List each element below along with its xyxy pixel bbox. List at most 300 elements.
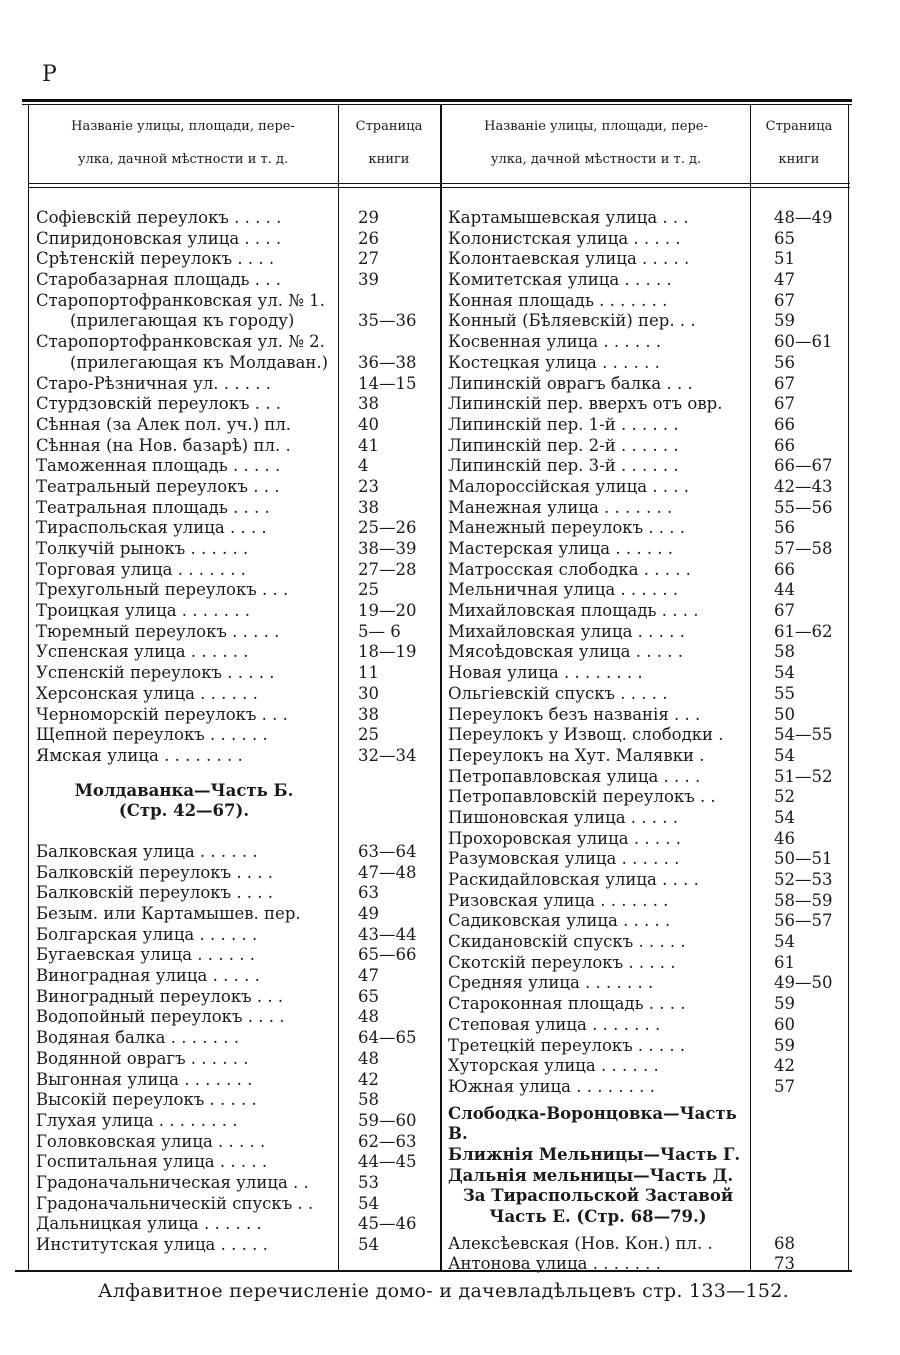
list-item [448, 477, 848, 498]
left-column [36, 208, 426, 1256]
page-number: 54 [774, 745, 795, 765]
header-page-right [750, 110, 848, 176]
page-number: 47 [358, 966, 379, 986]
list-item [448, 332, 848, 353]
list-item [36, 374, 426, 395]
top-rule-thin [22, 104, 852, 105]
street-name: Липинскій оврагъ балка . . . [448, 373, 693, 393]
page-number: 49 [358, 904, 379, 924]
header-page-line: книги [368, 152, 410, 167]
page-number: 29 [358, 208, 379, 227]
street-name: Садиковская улица . . . . . [448, 911, 671, 931]
list-item [448, 580, 848, 601]
list-item [36, 208, 426, 229]
page-number: 66—67 [774, 456, 833, 476]
street-name: Софіевскій переулокъ . . . . . [36, 208, 282, 227]
list-item [448, 560, 848, 581]
street-name: Антонова улица . . . . . . . [448, 1254, 661, 1274]
street-name: Картамышевская улица . . . [448, 208, 689, 227]
section-heading-moldavanka [36, 781, 332, 822]
list-item [36, 842, 426, 863]
list-item [448, 787, 848, 808]
page-number: 73 [774, 1254, 795, 1274]
street-name: Ризовская улица . . . . . . . [448, 890, 669, 910]
page-number: 59 [774, 1035, 795, 1055]
street-name: Институтская улица . . . . . [36, 1235, 268, 1255]
list-item [36, 945, 426, 966]
list-item [36, 1049, 426, 1070]
street-name: Алексѣевская (Нов. Кон.) пл. . [448, 1233, 713, 1253]
page-number: 51 [774, 249, 795, 269]
page-number: 39 [358, 270, 379, 290]
page-number: 56—57 [774, 911, 833, 931]
section-heading-slobodka [448, 1104, 748, 1228]
page-number: 32—34 [358, 745, 417, 765]
list-item [448, 808, 848, 829]
page-number: 38 [358, 394, 379, 414]
street-name: Средняя улица . . . . . . . [448, 973, 654, 993]
list-item [36, 705, 426, 726]
street-name: (прилегающая къ Молдаван.) [70, 352, 329, 372]
page-number: 52—53 [774, 870, 833, 889]
list-item [448, 456, 848, 477]
list-item [36, 415, 426, 436]
list-item [36, 353, 426, 374]
header-name-line: улка, дачной мѣстности и т. д. [77, 152, 289, 167]
list-item [448, 415, 848, 436]
list-item [448, 932, 848, 953]
page-number: 36—38 [358, 352, 417, 372]
section-heading-line: Слободка-Воронцовка—Часть В. [448, 1103, 737, 1144]
list-item [36, 518, 426, 539]
page-number: 41 [358, 435, 379, 455]
page-number: 61 [774, 952, 795, 972]
page-number: 59 [774, 994, 795, 1014]
page-number: 65—66 [358, 945, 417, 965]
street-name: Сѣнная (на Нов. базарѣ) пл. . [36, 435, 291, 455]
page-number: 57—58 [774, 539, 833, 558]
list-item [448, 1036, 848, 1057]
page-number: 48—49 [774, 208, 833, 227]
page-number: 42—43 [774, 476, 833, 496]
list-item [36, 642, 426, 663]
street-name: Высокій переулокъ . . . . . [36, 1090, 257, 1110]
list-item [36, 904, 426, 925]
street-name: Петропавловская улица . . . . [448, 766, 701, 786]
list-item [36, 332, 426, 353]
page-number: 43—44 [358, 924, 417, 944]
street-name: Водяная балка . . . . . . . [36, 1028, 239, 1048]
page-number: 54—55 [774, 725, 833, 745]
list-item [448, 1056, 848, 1077]
street-name: Успенскій переулокъ . . . . . [36, 663, 275, 683]
page-number: 58 [358, 1090, 379, 1110]
list-item [448, 746, 848, 767]
page-number: 57 [774, 1076, 795, 1096]
street-name: Манежный переулокъ . . . . [448, 518, 686, 538]
header-page-line: книги [778, 152, 820, 167]
list-item [448, 270, 848, 291]
list-item [448, 953, 848, 974]
page-number: 42 [774, 1056, 795, 1076]
street-name: Таможенная площадь . . . . . [36, 456, 281, 476]
street-name: Разумовская улица . . . . . . [448, 849, 680, 869]
street-name: Херсонская улица . . . . . . [36, 683, 258, 703]
list-item [448, 311, 848, 332]
page-number: 53 [358, 1172, 379, 1192]
list-item [448, 601, 848, 622]
page-number: 58—59 [774, 890, 833, 910]
section-heading-line: (Стр. 42—67). [118, 801, 250, 821]
street-name: Троицкая улица . . . . . . . [36, 601, 250, 621]
street-name: Косвенная улица . . . . . . [448, 332, 662, 352]
list-item [36, 560, 426, 581]
list-item [36, 456, 426, 477]
page-number: 65 [358, 986, 379, 1006]
page-number: 25 [358, 725, 379, 745]
street-name: Хуторская улица . . . . . . [448, 1056, 659, 1076]
street-name: Трехугольный переулокъ . . . [36, 580, 289, 600]
list-item [36, 1132, 426, 1153]
page-number: 60 [774, 1014, 795, 1034]
street-name: Костецкая улица . . . . . . [448, 352, 660, 372]
list-item [36, 539, 426, 560]
street-name: Госпитальная улица . . . . . [36, 1152, 268, 1172]
list-item [448, 849, 848, 870]
page-number: 67 [774, 601, 795, 621]
right-list-a [448, 208, 848, 1098]
list-item [448, 622, 848, 643]
header-rule-thin [28, 187, 850, 188]
street-name: Малороссійская улица . . . . [448, 476, 690, 496]
page-number: 52 [774, 787, 795, 807]
list-item [36, 436, 426, 457]
list-item [36, 580, 426, 601]
street-name: Липинскій пер. 2-й . . . . . . [448, 435, 679, 455]
page-number: 64—65 [358, 1028, 417, 1048]
header-page-line: Страница [355, 119, 423, 134]
list-item [448, 891, 848, 912]
page-number: 59—60 [358, 1110, 417, 1130]
page-number: 61—62 [774, 621, 833, 641]
page-number: 55—56 [774, 497, 833, 517]
page-number: 5— 6 [358, 621, 401, 641]
page-number: 48 [358, 1048, 379, 1068]
page-number: 59 [774, 311, 795, 331]
list-item [36, 1007, 426, 1028]
list-item [448, 973, 848, 994]
street-name: Липинскій пер. вверхъ отъ овр. [448, 394, 723, 414]
page-number: 18—19 [358, 642, 417, 662]
right-column [448, 208, 848, 1275]
page-number: 25—26 [358, 518, 417, 538]
street-name: Старобазарная площадь . . . [36, 270, 281, 290]
page-number: 42 [358, 1069, 379, 1089]
list-item [448, 436, 848, 457]
list-item [448, 374, 848, 395]
list-item [36, 883, 426, 904]
street-name: Черноморскій переулокъ . . . [36, 704, 288, 724]
street-name: Болгарская улица . . . . . . [36, 924, 258, 944]
header-rule [28, 183, 850, 184]
list-item [36, 1111, 426, 1132]
page-number: 47—48 [358, 862, 417, 882]
list-item [36, 291, 426, 312]
street-name: Сѣнная (за Алек пол. уч.) пл. [36, 414, 292, 434]
page-number: 66 [774, 559, 795, 579]
page-number: 66 [774, 435, 795, 455]
list-item [36, 1090, 426, 1111]
page-number: 23 [358, 476, 379, 496]
list-item [36, 1152, 426, 1173]
section-heading-line: Ближнія Мельницы—Часть Г. [448, 1144, 741, 1164]
page-number: 4 [358, 456, 369, 476]
list-item [448, 1015, 848, 1036]
street-name: Колонистская улица . . . . . [448, 228, 681, 248]
page-number: 63—64 [358, 841, 417, 861]
list-item [448, 911, 848, 932]
list-item [36, 725, 426, 746]
top-rule [22, 99, 852, 102]
left-list-b [36, 842, 426, 1256]
list-item [448, 684, 848, 705]
page-number: 63 [358, 883, 379, 903]
section-heading-line: Часть Е. (Стр. 68—79.) [489, 1207, 707, 1227]
street-name: Спиридоновская улица . . . . [36, 228, 282, 248]
street-name: Виноградная улица . . . . . [36, 966, 260, 986]
street-name: Степовая улица . . . . . . . [448, 1014, 661, 1034]
list-item [448, 249, 848, 270]
street-name: Балковскій переулокъ . . . . [36, 862, 274, 882]
street-name: Липинскій пер. 1-й . . . . . . [448, 414, 679, 434]
page-number: 54 [774, 807, 795, 827]
page-number: 58 [774, 642, 795, 662]
list-item [36, 863, 426, 884]
street-name: Водопойный переулокъ . . . . [36, 1007, 285, 1027]
list-item [448, 518, 848, 539]
list-item [448, 1077, 848, 1098]
page-number: 54 [358, 1235, 379, 1255]
street-name: Матросская слободка . . . . . [448, 559, 691, 579]
street-name: Театральная площадь . . . . [36, 497, 270, 517]
street-name: Конная площадь . . . . . . . [448, 290, 668, 310]
street-name: Переулокъ у Извощ. слободки . [448, 725, 724, 745]
left-list-a [36, 208, 426, 767]
header-name-line: Названіе улицы, площади, пере- [484, 119, 708, 134]
header-name-line: улка, дачной мѣстности и т. д. [490, 152, 702, 167]
street-name: Дальницкая улица . . . . . . [36, 1214, 262, 1234]
street-name: Комитетская улица . . . . . [448, 270, 672, 290]
street-name: Головковская улица . . . . . [36, 1131, 266, 1151]
page-number: 54 [774, 663, 795, 683]
list-item [448, 705, 848, 726]
list-item [36, 1028, 426, 1049]
street-name: Ольгіевскій спускъ . . . . . [448, 683, 668, 703]
header-page-left [338, 110, 440, 176]
street-name: Старо-Рѣзничная ул. . . . . . [36, 373, 271, 393]
page-number: 67 [774, 290, 795, 310]
list-item [36, 1214, 426, 1235]
right-list-b [448, 1234, 848, 1275]
page-number: 51—52 [774, 766, 833, 786]
page-number: 49—50 [774, 973, 833, 993]
street-name: (прилегающая къ городу) [70, 311, 295, 331]
column-divider [848, 104, 849, 1270]
page-number: 67 [774, 373, 795, 393]
street-name: Градоначальническая улица . . [36, 1172, 309, 1192]
street-name: Конный (Бѣляевскій) пер. . . [448, 311, 696, 331]
list-item [448, 767, 848, 788]
page-number: 67 [774, 394, 795, 414]
column-divider [28, 104, 29, 1270]
street-name: Южная улица . . . . . . . . [448, 1076, 655, 1096]
page-number: 27—28 [358, 559, 417, 579]
list-item [36, 1235, 426, 1256]
page-number: 56 [774, 518, 795, 538]
street-name: Раскидайловская улица . . . . [448, 870, 699, 889]
street-name: Ямская улица . . . . . . . . [36, 745, 243, 765]
street-name: Староконная площадь . . . . [448, 994, 686, 1014]
page-number: 30 [358, 683, 379, 703]
section-heading-line: Молдаванка—Часть Б. [74, 780, 294, 800]
street-name: Торговая улица . . . . . . . [36, 559, 246, 579]
street-name: Балковская улица . . . . . . [36, 841, 258, 861]
street-name: Третецкій переулокъ . . . . . [448, 1035, 686, 1055]
header-name-right [442, 110, 750, 176]
street-name: Глухая улица . . . . . . . . [36, 1110, 238, 1130]
page-number: 54 [774, 932, 795, 952]
page-number: 46 [774, 828, 795, 848]
street-name: Липинскій пер. 3-й . . . . . . [448, 456, 679, 476]
street-name: Градоначальническій спускъ . . [36, 1193, 314, 1213]
street-name: Срѣтенскій переулокъ . . . . [36, 249, 275, 269]
street-name: Скотскій переулокъ . . . . . [448, 952, 676, 972]
page-number: 47 [774, 270, 795, 290]
page-number: 54 [358, 1193, 379, 1213]
list-item [36, 1070, 426, 1091]
list-item [448, 663, 848, 684]
list-item [36, 987, 426, 1008]
page-number: 48 [358, 1007, 379, 1027]
list-item [36, 601, 426, 622]
list-item [448, 539, 848, 560]
page-number: 38 [358, 497, 379, 517]
page-number: 38—39 [358, 539, 417, 558]
footer-note: Алфавитное перечисленіе домо- и дачевладѣльцевъ стр. 133—152. [98, 1280, 789, 1302]
page-number: 26 [358, 228, 379, 248]
street-name: Мастерская улица . . . . . . [448, 539, 674, 558]
list-item [448, 1234, 848, 1255]
street-name: Новая улица . . . . . . . . [448, 663, 643, 683]
page-number: 50 [774, 704, 795, 724]
list-item [36, 966, 426, 987]
list-item [448, 994, 848, 1015]
street-name: Тюремный переулокъ . . . . . [36, 621, 280, 641]
list-item [448, 870, 848, 891]
section-heading-line: Дальнія мельницы—Часть Д. [448, 1165, 734, 1185]
page-number: 65 [774, 228, 795, 248]
list-item [36, 249, 426, 270]
page-number: 62—63 [358, 1131, 417, 1151]
street-name: Бугаевская улица . . . . . . [36, 945, 255, 965]
street-name: Стурдзовскій переулокъ . . . [36, 394, 281, 414]
street-name: Прохоровская улица . . . . . [448, 828, 682, 848]
street-name: Михайловская улица . . . . . [448, 621, 685, 641]
street-name: Безым. или Картамышев. пер. [36, 904, 301, 924]
list-item [36, 684, 426, 705]
page-number: 55 [774, 683, 795, 703]
page-number: 44 [774, 580, 795, 600]
list-item [448, 208, 848, 229]
page-number: 50—51 [774, 849, 833, 869]
list-item [36, 746, 426, 767]
street-name: Пишоновская улица . . . . . [448, 807, 679, 827]
street-name: Водянной оврагъ . . . . . . [36, 1048, 249, 1068]
street-name: Переулокъ на Хут. Малявки . [448, 745, 705, 765]
list-item [36, 394, 426, 415]
list-item [36, 925, 426, 946]
street-name: Скидановскій спускъ . . . . . [448, 932, 686, 952]
street-name: Виноградный переулокъ . . . [36, 986, 284, 1006]
list-item [448, 291, 848, 312]
list-item [448, 353, 848, 374]
page-number: 25 [358, 580, 379, 600]
list-item [36, 229, 426, 250]
page-number: 68 [774, 1233, 795, 1253]
street-name: Колонтаевская улица . . . . . [448, 249, 690, 269]
page-number: 45—46 [358, 1214, 417, 1234]
page-number: 14—15 [358, 373, 417, 393]
header-page-line: Страница [765, 119, 833, 134]
list-item [448, 829, 848, 850]
section-heading-line: За Тираспольской Заставой [462, 1186, 734, 1206]
street-name: Щепной переулокъ . . . . . . [36, 725, 268, 745]
street-name: Тираспольская улица . . . . [36, 518, 267, 538]
page-number: 35—36 [358, 311, 417, 331]
street-name: Переулокъ безъ названія . . . [448, 704, 701, 724]
street-name: Балковскій переулокъ . . . . [36, 883, 274, 903]
list-item [448, 642, 848, 663]
page-number: 40 [358, 414, 379, 434]
page-number: 60—61 [774, 332, 833, 352]
header-name-line: Названіе улицы, площади, пере- [71, 119, 295, 134]
page-number: 56 [774, 352, 795, 372]
street-name: Михайловская площадь . . . . [448, 601, 699, 621]
list-item [36, 311, 426, 332]
list-item [36, 1173, 426, 1194]
list-item [36, 1194, 426, 1215]
list-item [36, 270, 426, 291]
page-number: 19—20 [358, 601, 417, 621]
header-name-left [28, 110, 338, 176]
list-item [36, 622, 426, 643]
list-item [36, 498, 426, 519]
street-name: Мясоѣдовская улица . . . . . [448, 642, 683, 662]
list-item [448, 394, 848, 415]
street-name: Манежная улица . . . . . . . [448, 497, 673, 517]
list-item [36, 477, 426, 498]
street-name: Мельничная улица . . . . . . [448, 580, 679, 600]
page-number: 27 [358, 249, 379, 269]
list-item [448, 229, 848, 250]
street-name: Петропавловскій переулокъ . . [448, 787, 716, 807]
page-number: 11 [358, 663, 379, 683]
list-item [448, 1254, 848, 1275]
street-name: Толкучій рынокъ . . . . . . [36, 539, 249, 558]
list-item [448, 725, 848, 746]
page-number: 44—45 [358, 1152, 417, 1172]
list-item [448, 498, 848, 519]
